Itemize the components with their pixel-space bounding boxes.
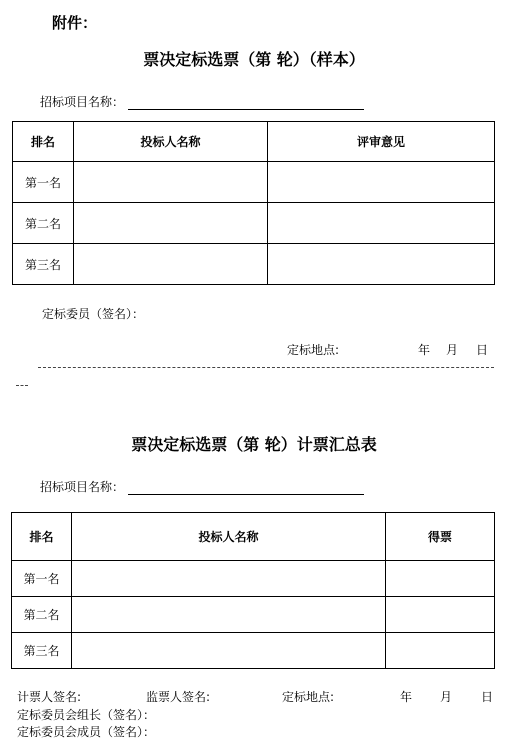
place-label: 定标地点: — [287, 343, 340, 357]
bidder-name-cell[interactable] — [74, 244, 268, 285]
committee-signature-label: 定标委员（签名）： — [42, 307, 145, 321]
cut-line-end — [16, 385, 28, 386]
counter-signature-label: 计票人签名: — [17, 690, 82, 704]
header-review-opinion: 评审意见 — [268, 122, 495, 162]
day-label: 日 — [481, 690, 494, 704]
project-name-field[interactable] — [128, 96, 364, 110]
tally-title: 票决定标选票（第 轮）计票汇总表 — [131, 435, 377, 454]
month-label: 月 — [440, 690, 453, 704]
tally-table — [11, 512, 495, 669]
attachment-label: 附件： — [52, 14, 98, 32]
votes-cell[interactable] — [386, 597, 495, 633]
year-label: 年 — [400, 690, 413, 704]
ballot-title: 票决定标选票（第 轮）（样本） — [143, 50, 365, 69]
year-label: 年 — [418, 343, 431, 357]
rank-cell: 第一名 — [13, 162, 74, 203]
committee-member-signature-label: 定标委员会成员（签名）： — [17, 725, 156, 739]
votes-cell[interactable] — [386, 633, 495, 669]
project-name-field[interactable] — [128, 481, 364, 495]
committee-leader-signature-label: 定标委员会组长（签名）： — [17, 708, 156, 722]
project-name-row-2 — [40, 478, 364, 495]
project-name-row-1 — [40, 93, 364, 110]
month-label: 月 — [446, 343, 459, 357]
bidder-name-cell[interactable] — [74, 203, 268, 244]
rank-cell: 第一名 — [12, 561, 72, 597]
supervisor-signature-label: 监票人签名: — [146, 690, 211, 704]
header-votes: 得票 — [386, 513, 495, 561]
rank-cell: 第二名 — [12, 597, 72, 633]
rank-cell: 第三名 — [13, 244, 74, 285]
bidder-name-cell[interactable] — [72, 561, 386, 597]
project-name-label: 招标项目名称： — [40, 480, 125, 494]
ballot-table — [12, 121, 495, 285]
header-rank: 排名 — [13, 122, 74, 162]
review-opinion-cell[interactable] — [268, 244, 495, 285]
review-opinion-cell[interactable] — [268, 162, 495, 203]
review-opinion-cell[interactable] — [268, 203, 495, 244]
rank-cell: 第二名 — [13, 203, 74, 244]
rank-cell: 第三名 — [12, 633, 72, 669]
header-rank: 排名 — [12, 513, 72, 561]
votes-cell[interactable] — [386, 561, 495, 597]
header-bidder-name: 投标人名称 — [74, 122, 268, 162]
place-label: 定标地点: — [282, 690, 335, 704]
day-label: 日 — [476, 343, 489, 357]
project-name-label: 招标项目名称： — [40, 95, 125, 109]
bidder-name-cell[interactable] — [72, 633, 386, 669]
bidder-name-cell[interactable] — [72, 597, 386, 633]
cut-line — [38, 367, 494, 368]
header-bidder-name: 投标人名称 — [72, 513, 386, 561]
bidder-name-cell[interactable] — [74, 162, 268, 203]
